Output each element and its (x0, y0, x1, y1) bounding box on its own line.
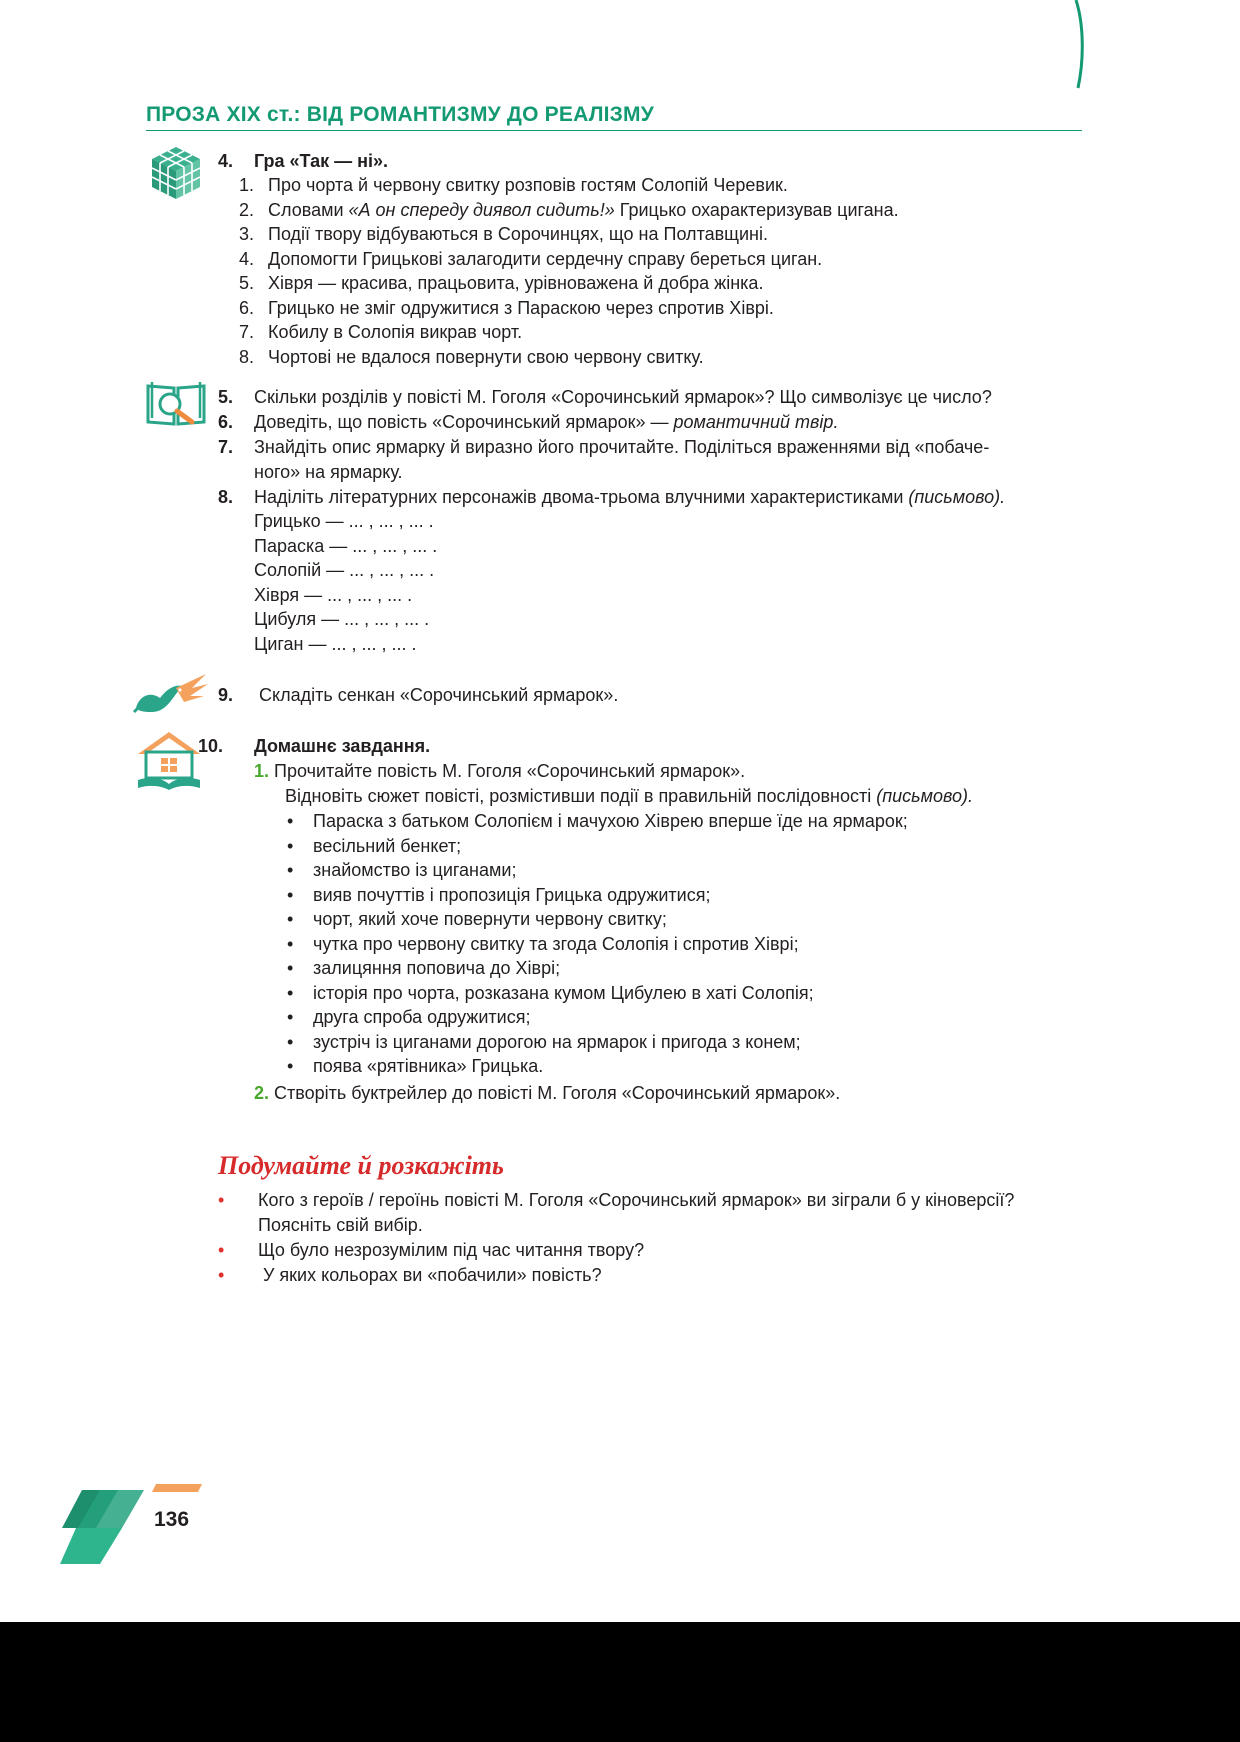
question-number: 6. (218, 412, 234, 432)
true-false-item: 7. Кобилу в Солопія викрав чорт. (238, 322, 523, 342)
homework-task-1-instruction: Відновіть сюжет повісті, розмістивши події в правильній послідовності (письмово). (285, 786, 973, 806)
chapter-header: ПРОЗА XIX ст.: ВІД РОМАНТИЗМУ ДО РЕАЛІЗМУ (146, 103, 654, 126)
pegasus-icon (130, 668, 210, 720)
plot-event-item: • залицяння поповича до Хіврі; (287, 958, 561, 978)
plot-event-item: • друга спроба одружитися; (287, 1007, 531, 1027)
question-text: Наділіть літературних персонажів двома-трьома влучними характеристиками (письмово). (254, 487, 1006, 507)
true-false-item: 8. Чортові не вдалося повернути свою червону свитку. (238, 346, 704, 367)
think-item: • Що було незрозумілим під час читання твору? (218, 1240, 645, 1260)
character-line: Циган — ... , ... , ... . (254, 633, 417, 654)
question-number: 9. (218, 685, 234, 705)
true-false-item: 4. Допомогти Грицькові залагодити сердечну справу береться циган. (238, 248, 823, 269)
plot-event-item: • зустріч із циганами дорогою на ярмарок і пригода з конем; (287, 1031, 801, 1052)
header-divider (146, 130, 1082, 131)
think-item: • Кого з героїв / героїнь повісті М. Гоголя «Сорочинський ярмарок» ви зіграли б у кіноверсії? (218, 1190, 1015, 1210)
question-number: 8. (218, 487, 234, 507)
plot-event-item: • весільний бенкет; (287, 835, 462, 856)
think-section-heading: Подумайте й розкажіть (218, 1151, 504, 1180)
character-line: Параска — ... , ... , ... . (254, 535, 438, 556)
plot-event-item: • історія про чорта, розказана кумом Цибулею в хаті Солопія; (287, 982, 814, 1003)
question-text: Скільки розділів у повісті М. Гоголя «Сорочинський ярмарок»? Що символізує це число? (254, 387, 992, 407)
plot-event-item: • поява «рятівника» Грицька. (287, 1056, 544, 1076)
page-number: 136 (154, 1508, 190, 1531)
true-false-item: 6. Грицько не зміг одружитися з Параскою через спротив Хіврі. (238, 297, 774, 318)
plot-event-item: • вияв почуттів і пропозиція Грицька одружитися; (287, 884, 711, 905)
corner-curve-decoration (1070, 0, 1090, 90)
character-line: Солопій — ... , ... , ... . (254, 560, 435, 580)
think-item: • У яких кольорах ви «побачили» повість? (218, 1265, 602, 1285)
character-line: Хівря — ... , ... , ... . (254, 584, 413, 605)
question-title: Гра «Так — ні». (254, 151, 388, 171)
question-text-continued: ного» на ярмарку. (254, 462, 403, 482)
question-text: Доведіть, що повість «Сорочинський ярмарок» — романтичний твір. (254, 412, 839, 432)
true-false-item: 3. Події твору відбуваються в Сорочинцях, що на Полтавщині. (238, 224, 768, 244)
house-book-icon (134, 730, 204, 792)
question-title: Домашнє завдання. (254, 736, 431, 756)
character-line: Цибуля — ... , ... , ... . (254, 609, 430, 629)
question-number: 4. (218, 151, 234, 171)
character-line: Грицько — ... , ... , ... . (254, 511, 434, 531)
cube-icon (150, 145, 202, 201)
plot-event-item: • чутка про червону свитку та згода Солопія і спротив Хіврі; (287, 933, 799, 954)
question-text: Складіть сенкан «Сорочинський ярмарок». (259, 685, 619, 705)
true-false-item: 2. Словами «А он спереду диявол сидить!» Грицько охарактеризував цигана. (238, 199, 899, 220)
plot-event-item: • чорт, який хоче повернути червону свитку; (287, 909, 667, 929)
question-number: 5. (218, 387, 234, 407)
think-item-continued: Поясніть свій вибір. (258, 1215, 423, 1235)
question-number: 7. (218, 437, 234, 457)
book-magnifier-icon (144, 378, 208, 430)
homework-task-2: 2. Створіть буктрейлер до повісті М. Гоголя «Сорочинський ярмарок». (254, 1083, 841, 1103)
question-text: Знайдіть опис ярмарку й виразно його прочитайте. Поділіться враженнями від «побаче- (254, 437, 990, 457)
scan-bottom-band (0, 1622, 1240, 1742)
homework-task-1: 1. Прочитайте повість М. Гоголя «Сорочинський ярмарок». (254, 761, 746, 781)
question-number: 10. (198, 736, 224, 756)
plot-event-item: • Параска з батьком Солопієм і мачухою Хіврею вперше їде на ярмарок; (287, 811, 908, 831)
true-false-item: 5. Хівря — красива, працьовита, урівноважена й добра жінка. (238, 273, 764, 293)
plot-event-item: • знайомство із циганами; (287, 860, 517, 880)
true-false-item: 1. Про чорта й червону свитку розповів гостям Солопій Черевик. (238, 175, 788, 195)
